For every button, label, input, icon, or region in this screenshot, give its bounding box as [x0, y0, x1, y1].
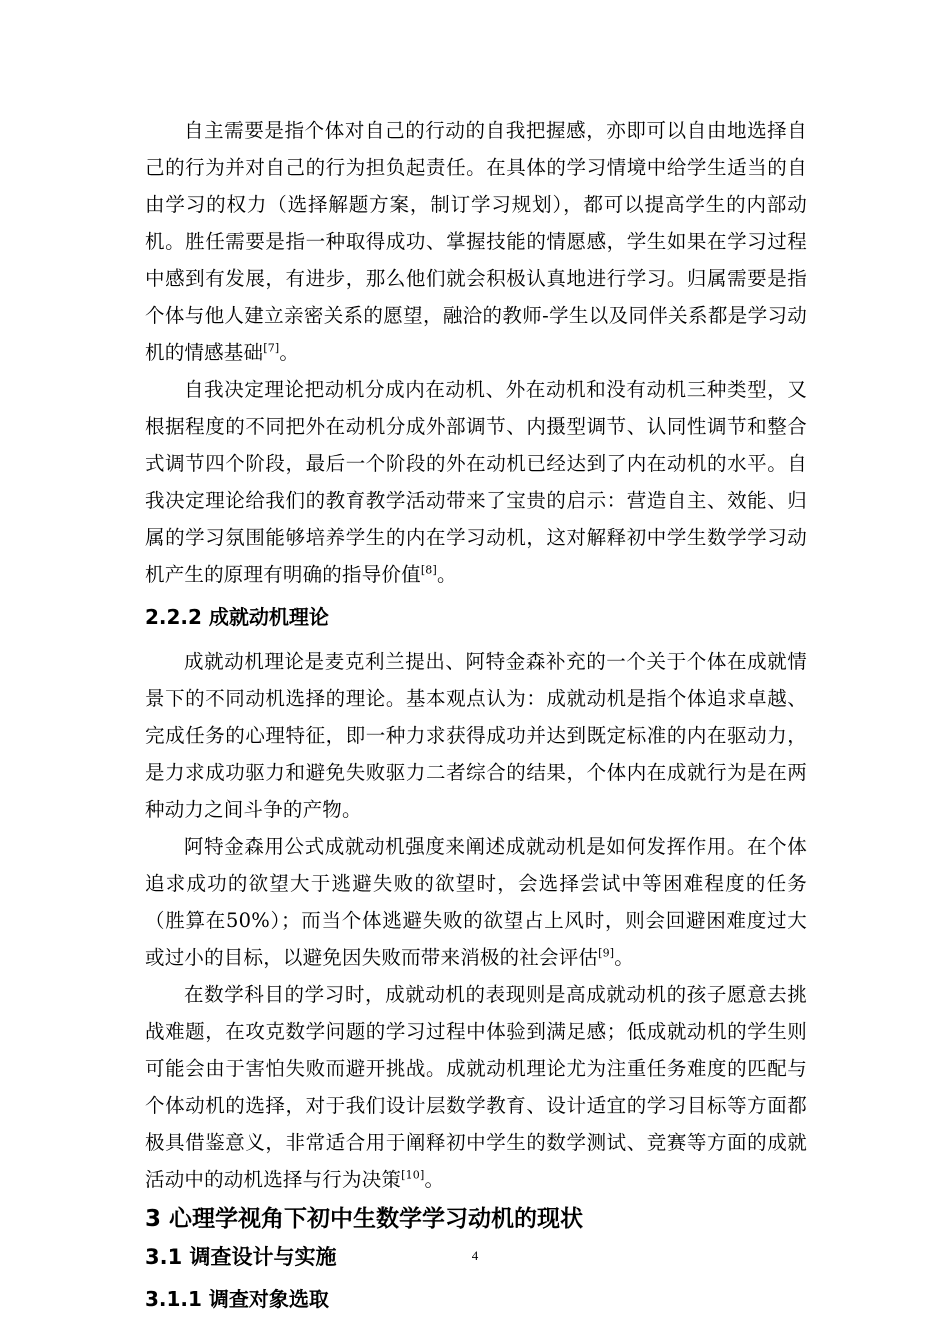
- section-heading-2-2-2: 2.2.2 成就动机理论: [145, 605, 329, 629]
- paragraph-text: 自我决定理论把动机分成内在动机、外在动机和没有动机三种类型，又根据程度的不同把外在动机分成外部调节、内摄型调节、认同性调节和整合式调节四个阶段，最后一个阶段的外在动机已经达到了内在动机的水平。自我决定理论给我们的教育教学活动带来了宝贵的启示：营造自主、效能、归属的学习氛围能够培养学生的内在学习动机，这对解释初中学生数学学习动机产生的原理有明确的指导价值: [145, 378, 807, 586]
- paragraph-achievement-theory: [145, 643, 807, 828]
- paragraph-text: 自主需要是指个体对自己的行动的自我把握感，亦即可以自由地选择自己的行为并对自己的行为担负起责任。在具体的学习情境中给学生适当的自由学习的权力（选择解题方案，制订学习规划），都可以提高学生的内部动机。胜任需要是指一种取得成功、掌握技能的情愿感，学生如果在学习过程中感到有发展，有进步，那么他们就会积极认真地进行学习。归属需要是指个体与他人建立亲密关系的愿望，融洽的教师-学生以及同伴关系都是学习动机的情感基础: [145, 119, 807, 364]
- paragraph-tail: 。: [437, 563, 457, 586]
- section-heading-3-1: 3.1 调查设计与实施: [145, 1245, 337, 1269]
- paragraph-tail: 。: [279, 341, 300, 364]
- paragraph-self-determination: [145, 371, 807, 593]
- citation-ref: [8]: [420, 563, 437, 577]
- section-heading-3-1-1: 3.1.1 调查对象选取: [145, 1287, 329, 1311]
- paragraph-tail: 。: [614, 946, 634, 969]
- paragraph-autonomy-need: [145, 112, 807, 371]
- paragraph-tail: 。: [424, 1168, 445, 1191]
- citation-ref: [9]: [598, 946, 615, 960]
- paragraph-atkinson: [145, 828, 807, 976]
- citation-ref: [7]: [263, 341, 280, 355]
- page-number: 4: [471, 1248, 479, 1263]
- paragraph-math-achievement: [145, 976, 807, 1198]
- paragraph-text: 在数学科目的学习时，成就动机的表现则是高成就动机的孩子愿意去挑战难题，在攻克数学问题的学习过程中体验到满足感；低成就动机的学生则可能会由于害怕失败而避开挑战。成就动机理论尤为注重任务难度的匹配与个体动机的选择，对于我们设计层数学教育、设计适宜的学习目标等方面都极具借鉴意义，非常适合用于阐释初中学生的数学测试、竞赛等方面的成就活动中的动机选择与行为决策: [145, 983, 807, 1191]
- citation-ref: [10]: [401, 1168, 425, 1182]
- document-body: [145, 112, 807, 1316]
- paragraph-text: 成就动机理论是麦克利兰提出、阿特金森补充的一个关于个体在成就情景下的不同动机选择的理论。基本观点认为：成就动机是指个体追求卓越、完成任务的心理特征，即一种力求获得成功并达到既定标准的内在驱动力，是力求成功驱力和避免失败驱力二者综合的结果，个体内在成就行为是在两种动力之间斗争的产物。: [145, 650, 807, 821]
- chapter-heading-3: 3 心理学视角下初中生数学学习动机的现状: [145, 1206, 584, 1232]
- paragraph-text: 阿特金森用公式成就动机强度来阐述成就动机是如何发挥作用。在个体追求成功的欲望大于逃避失败的欲望时，会选择尝试中等困难程度的任务（胜算在50%）；而当个体逃避失败的欲望占上风时，则会回避困难度过大或过小的目标，以避免因失败而带来消极的社会评估: [145, 835, 807, 969]
